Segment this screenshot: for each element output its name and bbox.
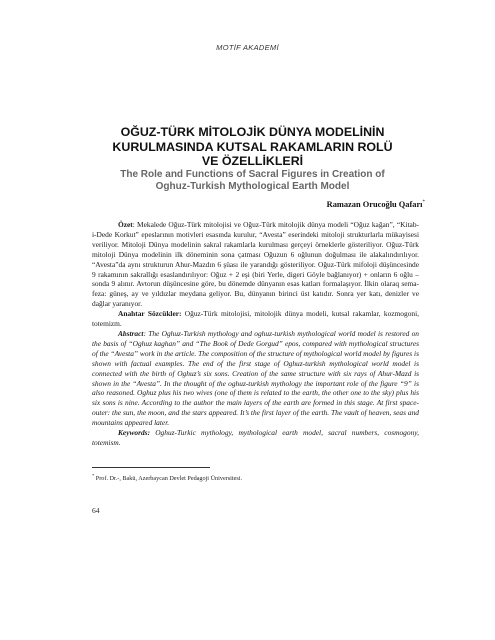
subtitle-line: The Role and Functions of Sacral Figures in Creation of	[120, 169, 385, 180]
footnote-mark: *	[92, 473, 95, 478]
keywords-text: Oghuz-Turkic mythology, mythological earth model, sacral numbers, cosmogony, totemism.	[92, 428, 419, 447]
title-line: VE ÖZELLİKLERİ	[201, 154, 304, 169]
ozet-text: : Mekalede Oğuz-Türk mitolojisi ve Oğuz-Türk mitolojik dünya modeli “Oğuz kağan”, “Kitab-i-Dede Korkut” epeslarının motivleri esasında kurulur, “Avesta” eserindeki mitoloji strukturlarla mükayisesi veriliyor. Mitoloji Dünya modelinin sakral rakamlarla kurulması gerçeyi örneklerle gösteriliyor. Oğuz-Türk mitoloji Dünya modelinin ilk döneminin sona çatması Oğuzun 6 oğlunun doğulması ile alakalındırılıyor. “Avesta”da aynı strukturun Ahur-Mazdın 6 şüası ile yarandığı gösteriliyor. Oğuz-Türk mifoloji düşüncesinde 9 rakamının sakrallığı esaslandırılıyor: Oğuz + 2 eşi (biri Yerle, digeri Göyle bağlanıyor) + onların 6 oğlu – sonda 9 alınır. Avtorun düşüncesine göre, bu dönemde dünyanın esas katları formalaşıyor. İlkin olaraq sema-feza: güneş, ay ve yıldızlar meydana geliyor. Bu, dünyanın birinci üst katıdır. Sonra yer katı, denizler ve dağlar yaranıyor.	[92, 220, 419, 309]
running-header: MOTİF AKADEMİ	[216, 43, 279, 52]
author-name-text: Ramazan Orucoğlu Qafarı	[326, 200, 423, 209]
ozet-paragraph	[92, 220, 419, 309]
keywords-paragraph	[92, 428, 419, 448]
article-title	[60, 125, 445, 169]
footnote-text: Prof. Dr.-, Bakü, Azerbaycan Devlet Pedagoji Üniversitesi.	[94, 475, 243, 483]
abstract-block	[92, 220, 419, 448]
title-line: KURULMASINDA KUTSAL RAKAMLARIN ROLÜ	[112, 139, 393, 154]
anahtar-text: Oğuz-Türk mitolojisi, mitolojik dünya modeli, kutsal rakamlar, kozmogoni, totemizm.	[92, 309, 419, 329]
footnote-divider	[92, 467, 210, 468]
article-subtitle	[60, 169, 445, 194]
anahtar-label: Anahtar Sözcükler:	[118, 309, 182, 319]
abstract-label: Abstract	[118, 328, 144, 338]
author-name	[327, 200, 425, 209]
abstract-paragraph	[92, 329, 419, 428]
footnote	[92, 473, 242, 482]
keywords-label: Keywords:	[118, 428, 151, 438]
abstract-text: : The Oghuz-Turkish mythology and oghuz-turkish mythological world model is restored on the basis of “Oghuz kaghan” and “The Book of Dede Gorgud” epos, compared with mythological structures of the “Avesta” work in the article. The composition of the structure of mythological world model by figures is shown with factual examples. The end of the first stage of Oghuz-turkish mythological world model is connected with the birth of Oghuz’s six sons. Creation of the same structure with six rays of Ahur-Mazd is shown in the “Avesta”. In the thought of the oghuz-turkish mythology the important role of the figure “9” is also reasoned. Oghuz plus his two wives (one of them is related to the earth, the other one to the sky) plus his six sons is nine. According to the author the main layers of the earth are formed in this stage. At first space-outer: the sun, the moon, and the stars appeared. It’s the first layer of the earth. The vault of heaven, seas and mountains appeared later.	[92, 328, 419, 428]
page-number: 64	[92, 506, 100, 515]
title-line: OĞUZ-TÜRK MİTOLOJİK DÜNYA MODELİNİN	[120, 125, 385, 139]
anahtar-paragraph	[92, 309, 419, 329]
subtitle-line: Oghuz-Turkish Mythological Earth Model	[155, 181, 350, 193]
author-footnote-mark: *	[422, 200, 425, 206]
ozet-label: Özet	[118, 220, 133, 229]
